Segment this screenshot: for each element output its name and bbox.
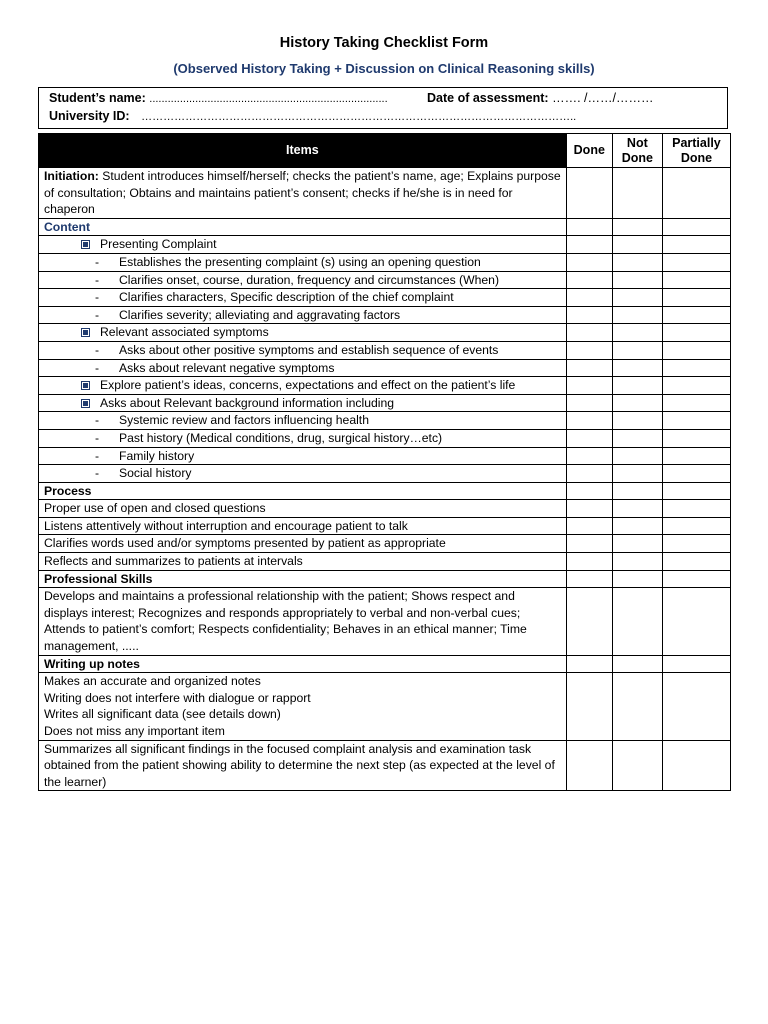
not-done-cell[interactable] [612,271,662,289]
writing-line: Writes all significant data (see details down) [44,707,281,722]
presenting-complaint-label: Presenting Complaint [100,237,217,252]
table-row [39,740,731,791]
not-done-cell[interactable] [612,482,662,500]
writing-section-label: Writing up notes [39,655,567,673]
content-section-label: Content [39,218,567,236]
process-item: Proper use of open and closed questions [39,500,567,518]
checklist-item [39,271,567,289]
table-row [39,588,731,655]
item-text: Asks about relevant negative symptoms [119,360,335,375]
done-cell[interactable] [566,465,612,483]
student-name-field[interactable]: .............................................................................. [149,93,388,105]
presenting-complaint-cell [39,236,567,254]
partially-done-cell[interactable] [662,236,730,254]
not-done-cell[interactable] [612,236,662,254]
initiation-text: Student introduces himself/herself; checks the patient’s name, age; Explains purpose of consultation; Obtains and maintains patient’s consent; checks if he/she is in need for chaperon [44,169,561,217]
not-done-cell[interactable] [612,377,662,395]
partially-done-cell[interactable] [662,359,730,377]
table-row [39,553,731,571]
process-item: Listens attentively without interruption and encourage patient to talk [39,517,567,535]
item-text: Asks about other positive symptoms and establish sequence of events [119,342,499,357]
student-name-line [49,91,388,105]
associated-symptoms-label: Relevant associated symptoms [100,325,269,340]
table-row [39,673,731,740]
partially-done-cell[interactable] [662,271,730,289]
initiation-label: Initiation: [44,169,99,183]
partially-done-cell[interactable] [662,517,730,535]
partially-done-cell[interactable] [662,655,730,673]
student-name-label: Student’s name: [49,91,146,105]
item-text: Systemic review and factors influencing health [119,413,369,428]
done-cell[interactable] [566,655,612,673]
background-cell [39,394,567,412]
partially-done-header: Partially Done [662,134,730,168]
partially-done-cell[interactable] [662,500,730,518]
not-done-cell[interactable] [612,447,662,465]
table-row [39,394,731,412]
dash-bullet: - [95,413,100,428]
not-done-cell[interactable] [612,341,662,359]
not-done-cell[interactable] [612,412,662,430]
checklist-item [39,289,567,307]
table-row [39,324,731,342]
partially-done-cell[interactable] [662,218,730,236]
partially-done-cell[interactable] [662,253,730,271]
not-done-header: Not Done [612,134,662,168]
item-text: Establishes the presenting complaint (s) using an opening question [119,254,481,269]
student-info-box [38,87,728,129]
table-row [39,359,731,377]
done-cell[interactable] [566,588,612,655]
done-cell[interactable] [566,673,612,740]
done-cell[interactable] [566,377,612,395]
done-cell[interactable] [566,324,612,342]
not-done-cell[interactable] [612,168,662,219]
table-row [39,377,731,395]
not-done-cell[interactable] [612,218,662,236]
table-row [39,168,731,219]
not-done-cell[interactable] [612,253,662,271]
ideas-cell [39,377,567,395]
partially-done-cell[interactable] [662,429,730,447]
dash-bullet: - [95,290,100,305]
done-cell[interactable] [566,359,612,377]
done-cell[interactable] [566,535,612,553]
university-id-label: University ID: [49,109,130,123]
form-title: History Taking Checklist Form [279,35,489,51]
university-id-field[interactable]: ……………………………………………………………………………………………………….. [141,111,577,123]
writing-line: Does not miss any important item [44,724,225,738]
items-header: Items [39,134,567,168]
table-row [39,271,731,289]
checklist-item [39,412,567,430]
not-done-cell[interactable] [612,289,662,307]
university-id-line [49,109,576,123]
table-row [39,570,731,588]
partially-done-cell[interactable] [662,412,730,430]
not-done-cell[interactable] [612,306,662,324]
date-label: Date of assessment: [427,91,549,105]
partially-done-cell[interactable] [662,535,730,553]
writing-line: Makes an accurate and organized notes [44,674,261,689]
done-cell[interactable] [566,236,612,254]
partially-done-cell[interactable] [662,341,730,359]
done-cell[interactable] [566,500,612,518]
ideas-label: Explore patient’s ideas, concerns, expectations and effect on the patient’s life [100,378,516,393]
partially-done-cell[interactable] [662,553,730,571]
not-done-cell[interactable] [612,359,662,377]
done-cell[interactable] [566,429,612,447]
table-row [39,341,731,359]
done-cell[interactable] [566,740,612,791]
table-row [39,412,731,430]
writing-line: Writing does not interfere with dialogue or rapport [44,690,311,705]
checkbox-bullet-icon [81,381,90,390]
not-done-cell[interactable] [612,655,662,673]
partially-done-cell[interactable] [662,570,730,588]
done-cell[interactable] [566,341,612,359]
done-cell[interactable] [566,271,612,289]
done-cell[interactable] [566,553,612,571]
table-row [39,482,731,500]
item-text: Clarifies characters, Specific description of the chief complaint [119,290,454,305]
checklist-item [39,465,567,483]
done-cell[interactable] [566,412,612,430]
done-cell[interactable] [566,306,612,324]
partially-done-cell[interactable] [662,482,730,500]
not-done-cell[interactable] [612,553,662,571]
checklist-body [39,168,731,791]
not-done-cell[interactable] [612,535,662,553]
form-subtitle: (Observed History Taking + Discussion on Clinical Reasoning skills) [173,61,595,76]
partially-done-cell[interactable] [662,673,730,740]
table-row [39,655,731,673]
done-cell[interactable] [566,168,612,219]
date-line [427,91,653,105]
table-row [39,306,731,324]
dash-bullet: - [95,466,100,481]
checkbox-bullet-icon [81,240,90,249]
process-item: Reflects and summarizes to patients at intervals [39,553,567,571]
checklist-item [39,429,567,447]
not-done-cell[interactable] [612,588,662,655]
item-text: Past history (Medical conditions, drug, surgical history…etc) [119,430,443,445]
table-row [39,447,731,465]
dash-bullet: - [95,448,100,463]
partially-done-cell[interactable] [662,324,730,342]
not-done-cell[interactable] [612,394,662,412]
not-done-cell[interactable] [612,570,662,588]
dash-bullet: - [95,272,100,287]
dash-bullet: - [95,342,100,357]
done-cell[interactable] [566,289,612,307]
table-row [39,535,731,553]
partially-done-cell[interactable] [662,465,730,483]
partially-done-cell[interactable] [662,289,730,307]
not-done-cell[interactable] [612,740,662,791]
checklist-item [39,447,567,465]
not-done-cell[interactable] [612,517,662,535]
done-cell[interactable] [566,447,612,465]
checklist-item [39,341,567,359]
done-cell[interactable] [566,218,612,236]
table-row [39,500,731,518]
done-cell[interactable] [566,482,612,500]
item-text: Family history [119,448,195,463]
dash-bullet: - [95,430,100,445]
checklist-item [39,359,567,377]
item-text: Clarifies severity; alleviating and aggravating factors [119,307,401,322]
process-section-label: Process [39,482,567,500]
done-cell[interactable] [566,570,612,588]
table-row [39,429,731,447]
partially-done-cell[interactable] [662,168,730,219]
done-cell[interactable] [566,394,612,412]
partially-done-cell[interactable] [662,588,730,655]
checklist-item [39,306,567,324]
item-text: Social history [119,466,192,481]
table-row [39,517,731,535]
done-cell[interactable] [566,517,612,535]
not-done-cell[interactable] [612,465,662,483]
background-label: Asks about Relevant background information including [100,395,395,410]
partially-done-cell[interactable] [662,447,730,465]
checklist-table [38,133,731,791]
done-cell[interactable] [566,253,612,271]
checklist-item [39,253,567,271]
checkbox-bullet-icon [81,399,90,408]
process-item: Clarifies words used and/or symptoms presented by patient as appropriate [39,535,567,553]
dash-bullet: - [95,360,100,375]
done-header: Done [566,134,612,168]
not-done-cell[interactable] [612,429,662,447]
summary-item: Summarizes all significant findings in the focused complaint analysis and examination task obtained from the patient showing ability to determine the next step (as expected at the level of the learner) [39,740,567,791]
table-row [39,218,731,236]
partially-done-cell[interactable] [662,740,730,791]
table-row [39,465,731,483]
checkbox-bullet-icon [81,328,90,337]
partially-done-cell[interactable] [662,394,730,412]
professional-section-label: Professional Skills [39,570,567,588]
table-row [39,236,731,254]
writing-item [39,673,567,740]
not-done-cell[interactable] [612,500,662,518]
initiation-cell [39,168,567,219]
date-field[interactable]: ……. /……/……… [552,91,654,105]
dash-bullet: - [95,307,100,322]
partially-done-cell[interactable] [662,306,730,324]
table-row [39,253,731,271]
table-row [39,289,731,307]
not-done-cell[interactable] [612,673,662,740]
not-done-cell[interactable] [612,324,662,342]
dash-bullet: - [95,254,100,269]
professional-item: Develops and maintains a professional relationship with the patient; Shows respect and displays interest; Recognizes and responds appropriately to verbal and non-verbal cues; Attends to patient’s comfort; Respects confidentiality; Behaves in an ethical manner; Time management, ..... [39,588,567,655]
associated-symptoms-cell [39,324,567,342]
partially-done-cell[interactable] [662,377,730,395]
item-text: Clarifies onset, course, duration, frequency and circumstances (When) [119,272,500,287]
